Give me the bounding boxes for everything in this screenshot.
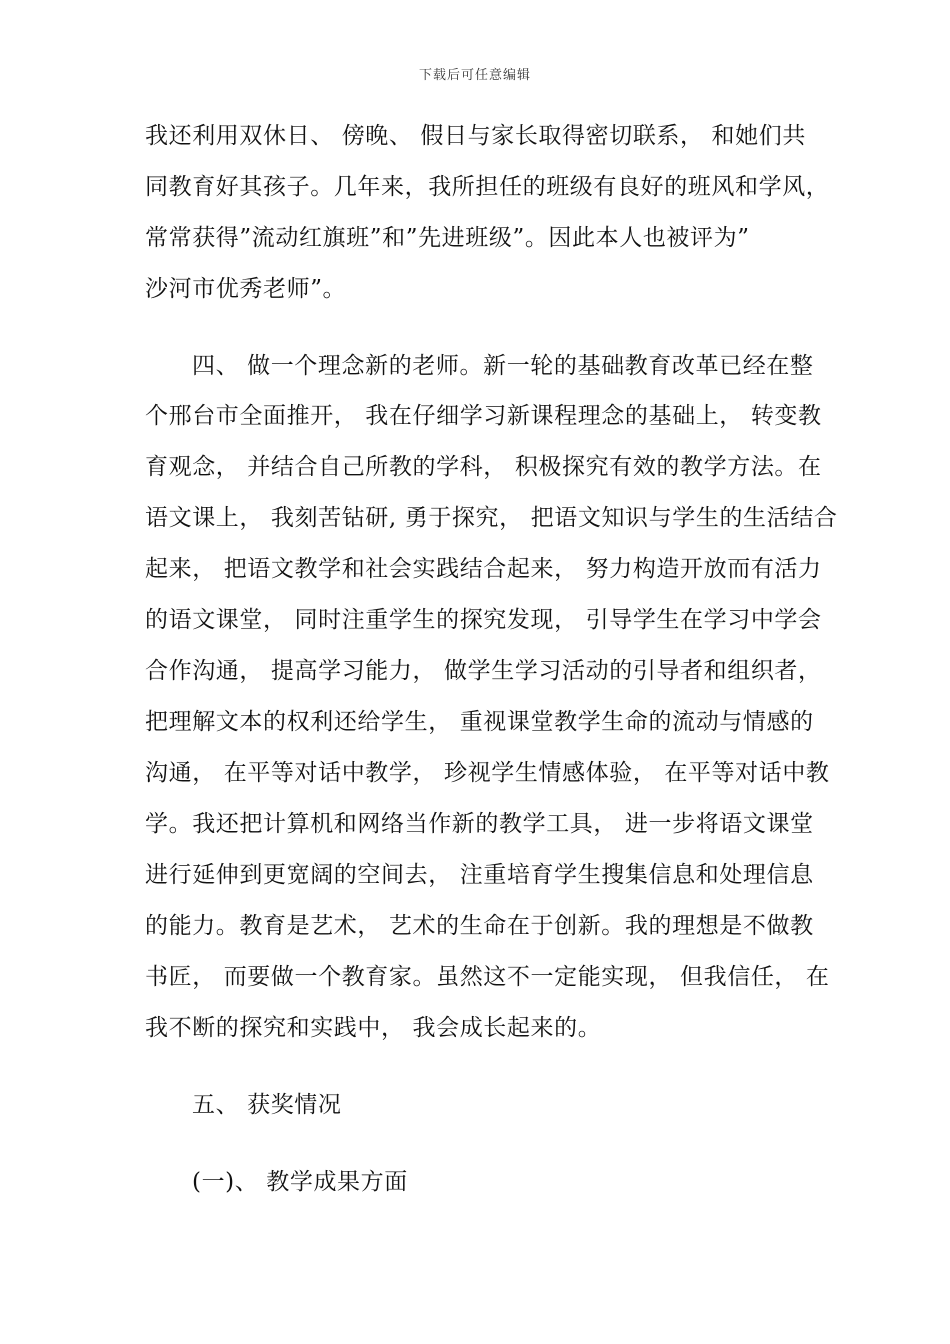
text-line: 同教育好其孩子。几年来，我所担任的班级有良好的班风和学风，: [145, 174, 830, 200]
text-line: 育观念， 并结合自己所教的学科， 积极探究有效的教学方法。在: [145, 454, 822, 480]
text-line: 语文课上， 我刻苦钻研, 勇于探究， 把语文知识与学生的生活结合: [145, 505, 838, 531]
text-line: 我还利用双休日、 傍晚、 假日与家长取得密切联系， 和她们共: [145, 123, 806, 149]
sub-heading: (一)、 教学成果方面: [192, 1169, 408, 1195]
text-line: 个邢台市全面推开， 我在仔细学习新课程理念的基础上， 转变教: [145, 403, 822, 429]
text-line: 起来， 把语文教学和社会实践结合起来， 努力构造开放而有活力: [145, 556, 822, 582]
text-line: 的语文课堂， 同时注重学生的探究发现， 引导学生在学习中学会: [145, 607, 822, 633]
text-line: 沙河市优秀老师”。: [145, 276, 347, 302]
page-header: 下载后可任意编辑: [418, 68, 531, 83]
text-line: 把理解文本的权利还给学生， 重视课堂教学生命的流动与情感的: [145, 709, 814, 735]
text-line: 四、 做一个理念新的老师。新一轮的基础教育改革已经在整: [192, 353, 814, 379]
text-line: 学。我还把计算机和网络当作新的教学工具， 进一步将语文课堂: [145, 811, 814, 837]
text-line: 进行延伸到更宽阔的空间去， 注重培育学生搜集信息和处理信息: [145, 862, 814, 888]
text-line: 常常获得”流动红旗班”和”先进班级”。因此本人也被评为”: [145, 225, 750, 251]
text-line: 的能力。教育是艺术， 艺术的生命在于创新。我的理想是不做教: [145, 913, 814, 939]
text-line: 我不断的探究和实践中， 我会成长起来的。: [145, 1015, 602, 1041]
text-line: 书匠， 而要做一个教育家。虽然这不一定能实现， 但我信任， 在: [145, 964, 830, 990]
text-line: 合作沟通， 提高学习能力， 做学生学习活动的引导者和组织者，: [145, 658, 822, 684]
text-line: 沟通， 在平等对话中教学， 珍视学生情感体验， 在平等对话中教: [145, 760, 830, 786]
section-heading: 五、 获奖情况: [192, 1092, 342, 1118]
